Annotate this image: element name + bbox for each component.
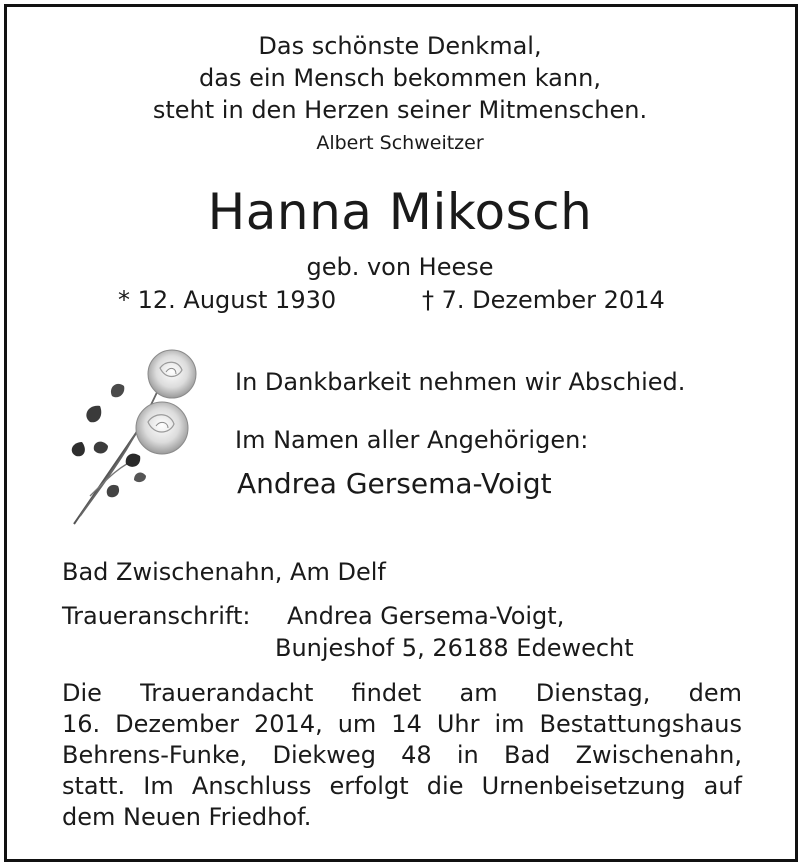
service-line: Behrens-Funke, Diekweg 48 in Bad Zwischenahn, [62,741,742,769]
address-line: Bunjeshof 5, 26188 Edewecht [275,634,634,662]
service-line: dem Neuen Friedhof. [62,803,312,831]
place: Bad Zwischenahn, Am Delf [62,558,386,586]
farewell-text: In Dankbarkeit nehmen wir Abschied. [235,368,686,396]
service-line: Die Trauerandacht findet am Dienstag, dem [62,679,742,707]
birth-date: * 12. August 1930 [118,286,337,314]
service-line: statt. Im Anschluss erfolgt die Urnenbeisetzung auf [62,772,742,800]
quote-line: Das schönste Denkmal, [258,32,542,60]
family-label: Im Namen aller Angehörigen: [235,426,589,454]
death-date: † 7. Dezember 2014 [422,286,665,314]
address-label: Traueranschrift: [62,602,251,630]
quote-line: das ein Mensch bekommen kann, [199,64,601,92]
rose-icon [60,346,200,536]
service-info [62,678,742,833]
quote-line: steht in den Herzen seiner Mitmenschen. [152,96,648,124]
quote-author: Albert Schweitzer [316,132,484,154]
deceased-name: Hanna Mikosch [207,183,593,241]
service-line: 16. Dezember 2014, um 14 Uhr im Bestattungshaus [62,710,742,738]
address-line: Andrea Gersema-Voigt, [287,602,565,630]
quote [0,30,800,126]
birth-name: geb. von Heese [306,253,494,281]
signer-name: Andrea Gersema-Voigt [237,467,552,500]
